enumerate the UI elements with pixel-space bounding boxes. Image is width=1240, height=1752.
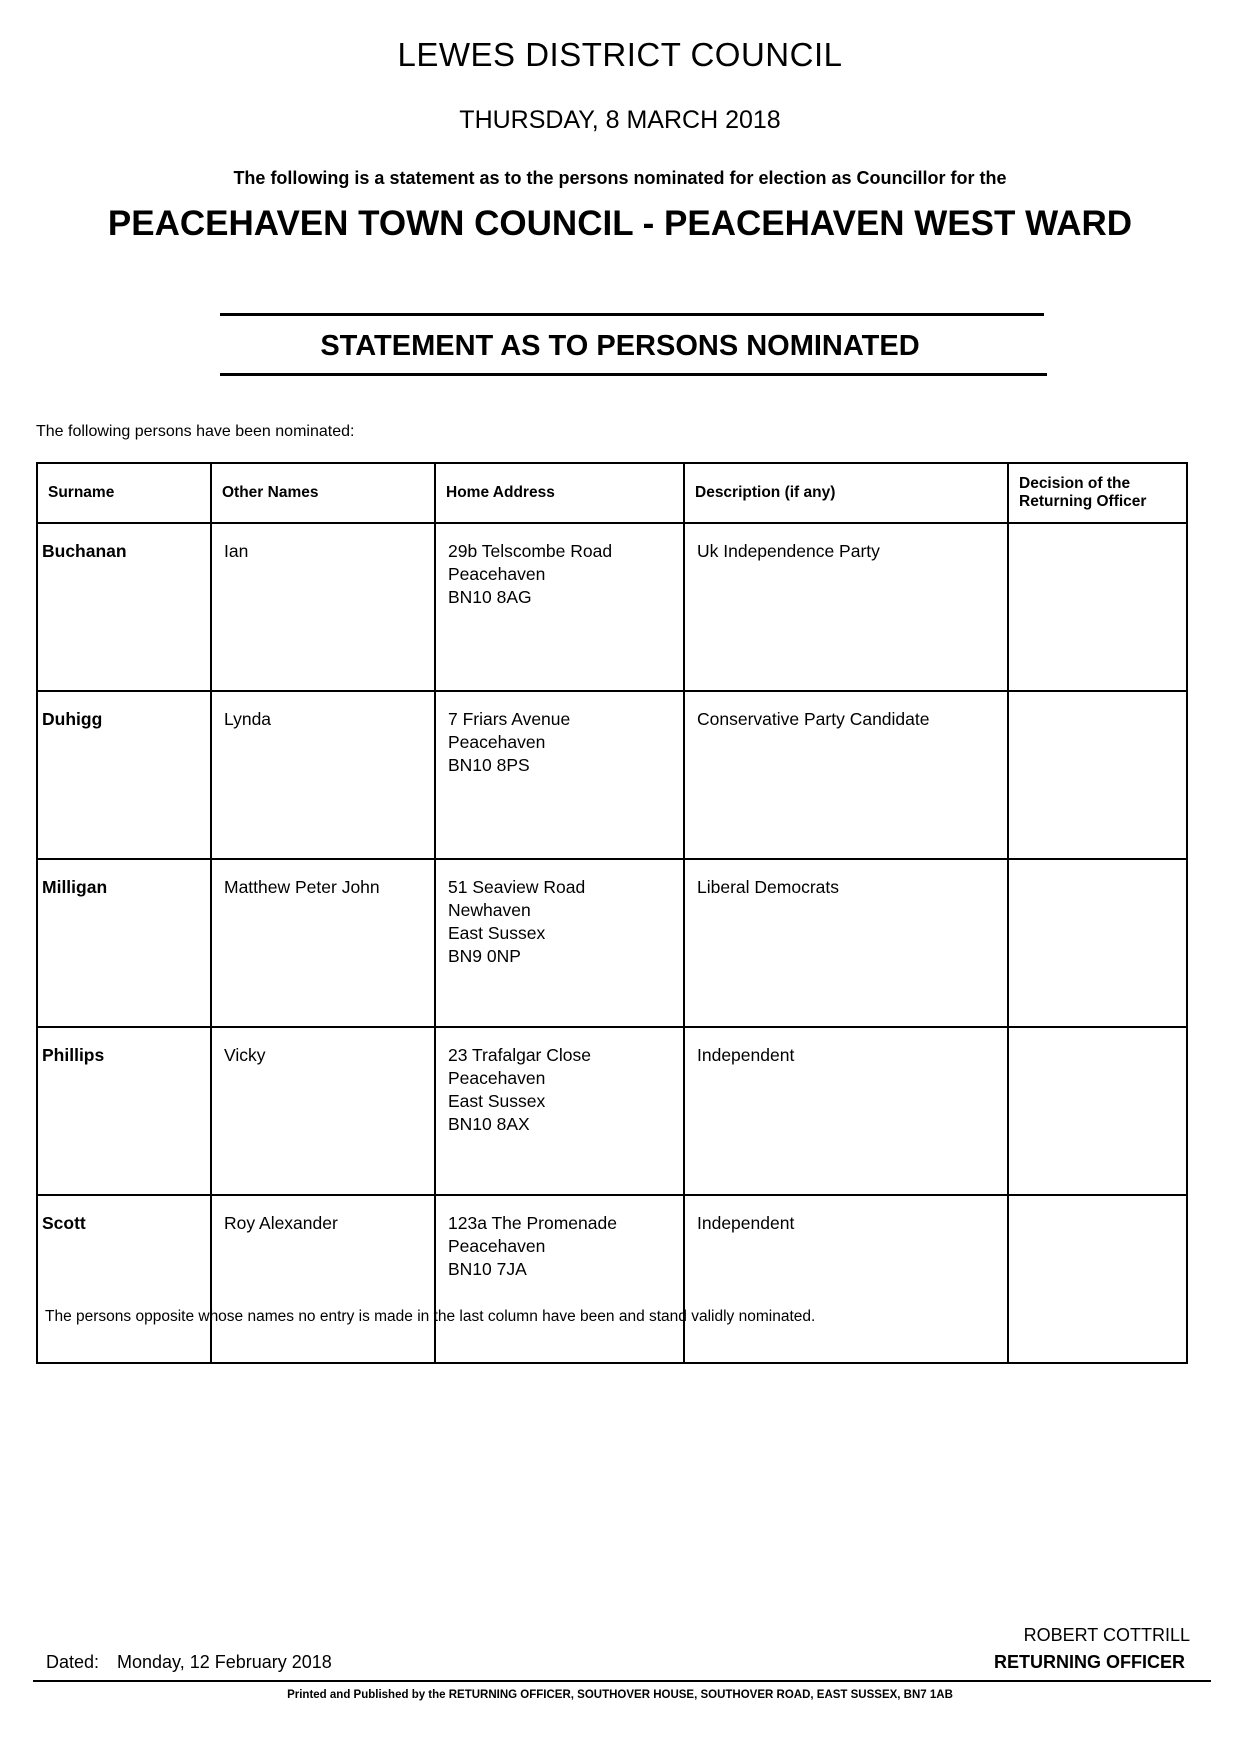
returning-officer-decision bbox=[1008, 1027, 1187, 1195]
candidate-home-address bbox=[435, 523, 684, 691]
returning-officer-decision bbox=[1008, 859, 1187, 1027]
address-line: Peacehaven bbox=[448, 732, 546, 752]
address-line: 23 Trafalgar Close bbox=[448, 1045, 591, 1065]
candidate-other-names: Roy Alexander bbox=[211, 1195, 435, 1363]
candidate-description: Uk Independence Party bbox=[684, 523, 1008, 691]
address-line: Peacehaven bbox=[448, 1236, 546, 1256]
candidate-surname: Buchanan bbox=[37, 523, 211, 691]
col-header-other-names: Other Names bbox=[211, 463, 435, 523]
validity-footnote: The persons opposite whose names no entry is made in the last column have been and stand validly nominated. bbox=[45, 1308, 816, 1325]
returning-officer-decision bbox=[1008, 523, 1187, 691]
address-line: East Sussex bbox=[448, 923, 546, 943]
table-row bbox=[37, 1027, 1187, 1195]
address-line: 7 Friars Avenue bbox=[448, 709, 571, 729]
candidate-home-address bbox=[435, 691, 684, 859]
ward-title: PEACEHAVEN TOWN COUNCIL - PEACEHAVEN WEST WARD bbox=[107, 204, 1133, 243]
table-row bbox=[37, 859, 1187, 1027]
returning-officer-decision bbox=[1008, 1195, 1187, 1363]
heading-bottom-rule bbox=[220, 373, 1047, 376]
candidate-home-address bbox=[435, 1027, 684, 1195]
election-date: THURSDAY, 8 MARCH 2018 bbox=[459, 106, 781, 134]
table-header-row bbox=[37, 463, 1187, 523]
col-header-surname: Surname bbox=[37, 463, 211, 523]
address-line: 123a The Promenade bbox=[448, 1213, 617, 1233]
col-header-description: Description (if any) bbox=[684, 463, 1008, 523]
col-header-decision: Decision of the Returning Officer bbox=[1008, 463, 1187, 523]
candidate-description: Independent bbox=[684, 1027, 1008, 1195]
nominations-table bbox=[36, 462, 1188, 1364]
candidate-description: Liberal Democrats bbox=[684, 859, 1008, 1027]
address-line: BN9 0NP bbox=[448, 946, 521, 966]
council-name: LEWES DISTRICT COUNCIL bbox=[397, 36, 843, 73]
officer-title: RETURNING OFFICER bbox=[994, 1652, 1185, 1672]
address-line: BN10 8AX bbox=[448, 1114, 530, 1134]
address-line: BN10 7JA bbox=[448, 1259, 527, 1279]
candidate-other-names: Lynda bbox=[211, 691, 435, 859]
candidate-other-names: Matthew Peter John bbox=[211, 859, 435, 1027]
address-line: Peacehaven bbox=[448, 1068, 546, 1088]
candidate-other-names: Ian bbox=[211, 523, 435, 691]
candidate-surname: Duhigg bbox=[37, 691, 211, 859]
address-line: Newhaven bbox=[448, 900, 531, 920]
intro-text: The following is a statement as to the persons nominated for election as Councillor for the bbox=[233, 168, 1007, 188]
address-line: BN10 8PS bbox=[448, 755, 530, 775]
col-header-home-address: Home Address bbox=[435, 463, 684, 523]
candidate-other-names: Vicky bbox=[211, 1027, 435, 1195]
candidate-surname: Scott bbox=[37, 1195, 211, 1363]
table-row bbox=[37, 523, 1187, 691]
address-line: 29b Telscombe Road bbox=[448, 541, 613, 561]
address-line: 51 Seaview Road bbox=[448, 877, 586, 897]
heading-top-rule bbox=[220, 313, 1044, 316]
table-row bbox=[37, 1195, 1187, 1363]
candidate-home-address bbox=[435, 859, 684, 1027]
dated-label: Dated: bbox=[46, 1652, 100, 1672]
nominated-lead-text: The following persons have been nominated: bbox=[36, 423, 355, 440]
address-line: Peacehaven bbox=[448, 564, 546, 584]
printer-imprint: Printed and Published by the RETURNING OFFICER, SOUTHOVER HOUSE, SOUTHOVER ROAD, EAST SUSSEX, BN7 1AB bbox=[287, 1689, 953, 1701]
dated-value: Monday, 12 February 2018 bbox=[117, 1652, 332, 1672]
candidate-surname: Milligan bbox=[37, 859, 211, 1027]
address-line: BN10 8AG bbox=[448, 587, 532, 607]
returning-officer-decision bbox=[1008, 691, 1187, 859]
footer-rule bbox=[33, 1680, 1211, 1682]
candidate-description: Independent bbox=[684, 1195, 1008, 1363]
candidate-home-address bbox=[435, 1195, 684, 1363]
candidate-surname: Phillips bbox=[37, 1027, 211, 1195]
statement-heading: STATEMENT AS TO PERSONS NOMINATED bbox=[320, 330, 920, 362]
table-row bbox=[37, 691, 1187, 859]
officer-name: ROBERT COTTRILL bbox=[1023, 1625, 1190, 1645]
candidate-description: Conservative Party Candidate bbox=[684, 691, 1008, 859]
address-line: East Sussex bbox=[448, 1091, 546, 1111]
